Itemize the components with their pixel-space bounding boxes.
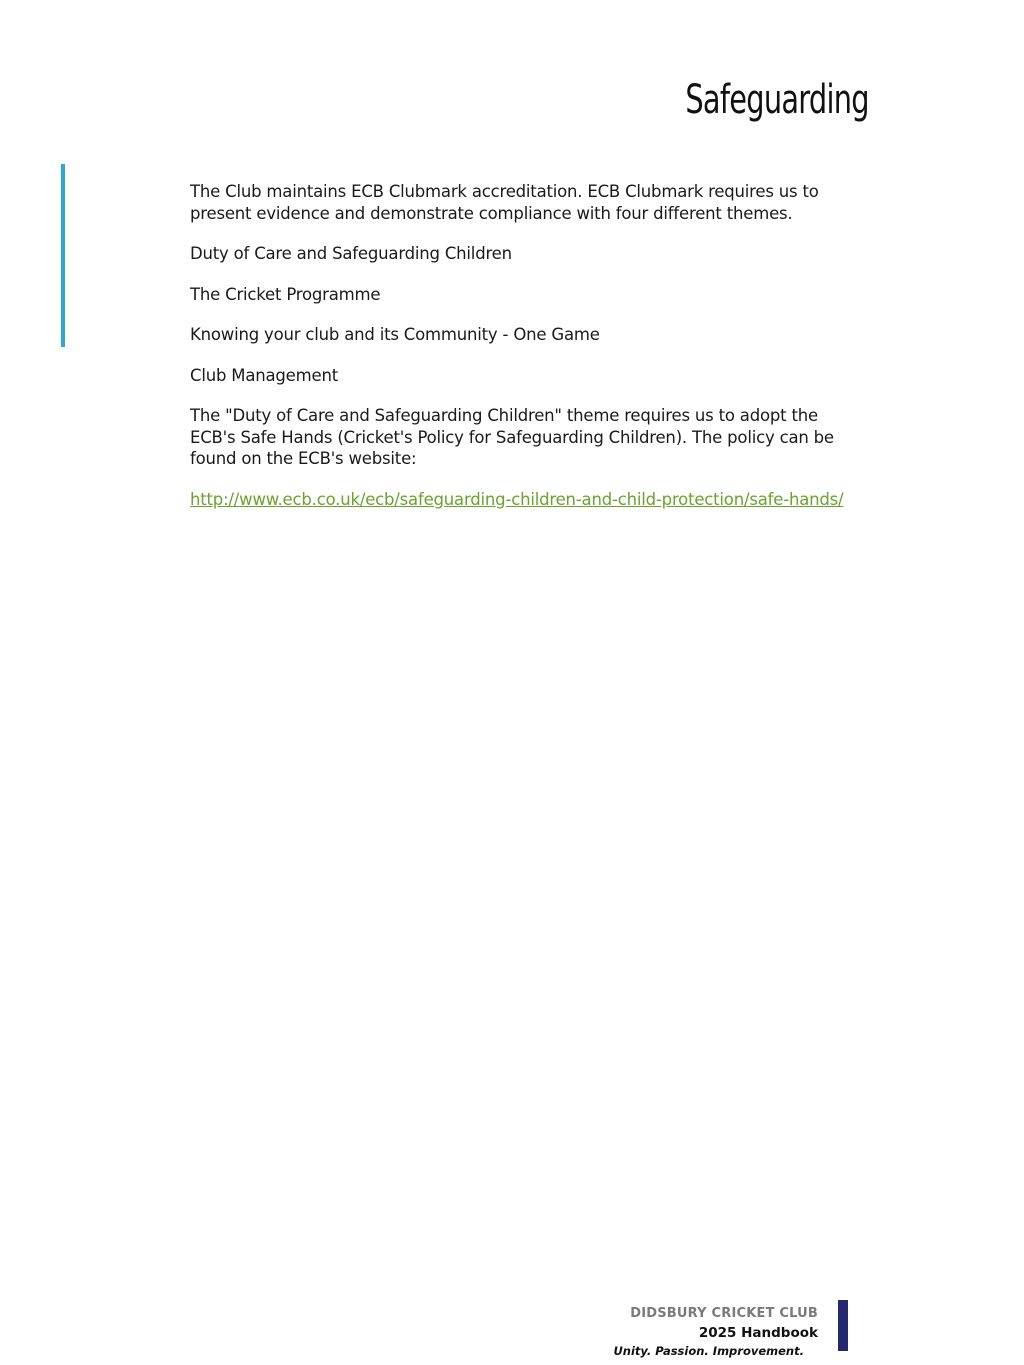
policy-link-container [190, 489, 850, 511]
footer-club-name: DIDSBURY CRICKET CLUB [630, 1306, 818, 1321]
footer [613, 1305, 818, 1358]
footer-accent-bar [838, 1300, 848, 1351]
page-title: Safeguarding [685, 77, 869, 123]
footer-handbook-title: 2025 Handbook [698, 1325, 818, 1341]
safe-hands-policy-link[interactable]: http://www.ecb.co.uk/ecb/safeguarding-children-and-child-protection/safe-hands/ [190, 489, 844, 509]
policy-paragraph: The "Duty of Care and Safeguarding Children" theme requires us to adopt the ECB's Safe Hands (Cricket's Policy for Safeguarding Children). The policy can be found on the ECB's website: [190, 406, 834, 468]
theme-club-management: Club Management [190, 365, 338, 385]
theme-community: Knowing your club and its Community - One Game [190, 325, 600, 344]
theme-cricket-programme: The Cricket Programme [190, 284, 381, 304]
intro-paragraph: The Club maintains ECB Clubmark accreditation. ECB Clubmark requires us to present evidence and demonstrate compliance with four different themes. [190, 182, 819, 223]
footer-tagline: Unity. Passion. Improvement. [613, 1344, 804, 1358]
body-content [190, 181, 850, 529]
theme-duty-of-care: Duty of Care and Safeguarding Children [190, 244, 512, 263]
accent-bar [61, 164, 65, 347]
